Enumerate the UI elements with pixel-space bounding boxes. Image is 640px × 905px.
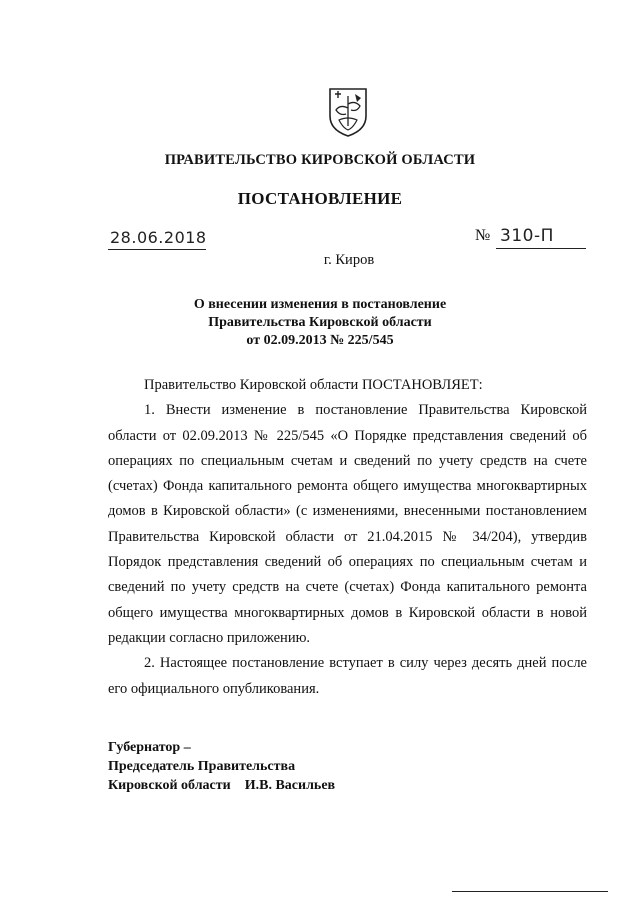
body-text [108,373,587,702]
signature-title-2: Председатель Правительства [108,759,296,774]
government-title: ПРАВИТЕЛЬСТВО КИРОВСКОЙ ОБЛАСТИ [164,152,476,168]
number-underline [496,248,586,249]
intro-paragraph: Правительство Кировской области ПОСТАНОВЛЯЕТ: [144,377,483,393]
document-type: ПОСТАНОВЛЕНИЕ [237,189,403,208]
signature-title-1: Губернатор – [108,740,191,755]
document-number: 310-П [500,226,554,246]
city: г. Киров [323,252,375,268]
item-2-paragraph: 2. Настоящее постановление вступает в силу через десять дней после его официального опубликования. [108,655,587,697]
signatory-name: И.В. Васильев [244,778,336,793]
number-label: № [475,227,491,244]
footer-rule [452,891,608,892]
item-1-paragraph: 1. Внести изменение в постановление Правительства Кировской области от 02.09.2013 № 225/545 «О Порядке представления сведений об операциях по специальным счетам и сведений по учету средств на счете (счетах) Фонда капитального ремонта общего имущества многоквартирных домов в Кировской области» (с изменениями, внесенными постановлением Правительства Кировской области от 21.04.2015 № 34/204), утвердив Порядок представления сведений об операциях по специальным счетам и сведений по учету средств на счете (счетах) Фонда капитального ремонта общего имущества многоквартирных домов в Кировской области в новой редакции согласно приложению. [108,402,587,646]
subject-line-3: от 02.09.2013 № 225/545 [246,333,394,348]
subject-line-2: Правительства Кировской области [208,315,432,330]
document-date: 28.06.2018 [110,228,207,247]
date-underline [108,249,206,250]
signature-title-3-row [108,776,335,795]
signature-title-3: Кировской области [108,778,231,793]
coat-of-arms-icon [327,86,369,138]
subject-heading [0,296,640,350]
subject-line-1: О внесении изменения в постановление [193,297,447,312]
signature-block [108,738,335,795]
